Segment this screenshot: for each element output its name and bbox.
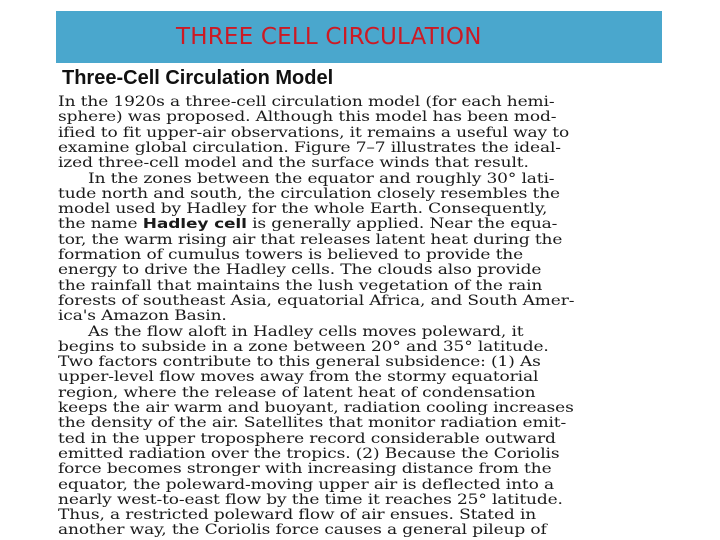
text-line: equator, the poleward-moving upper air is deflected into a	[58, 476, 555, 493]
text-line: sphere) was proposed. Although this model has been mod-	[58, 109, 557, 126]
key-term: Hadley cell	[142, 216, 247, 233]
text-line: In the 1920s a three-cell circulation model (for each hemi-	[58, 94, 555, 110]
text-line: nearly west-to-east flow by the time it reaches 25° latitude.	[58, 491, 563, 508]
text-line: formation of cumulus towers is believed to provide the	[58, 247, 524, 263]
text-line: Thus, a restricted poleward flow of air ensues. Stated in	[58, 507, 537, 524]
text-line: In the zones between the equator and roughly 30° lati-	[88, 170, 555, 187]
text-line: the density of the air. Satellites that monitor radiation emit-	[58, 415, 567, 432]
text-line: another way, the Coriolis force causes a general pileup of	[58, 522, 547, 539]
text-line: the name Hadley cell is generally applied. Near the equa-	[58, 216, 558, 233]
text-line: keeps the air warm and buoyant, radiation cooling increases	[58, 400, 574, 416]
text-line: ica's Amazon Basin.	[58, 308, 227, 325]
text-line: ized three-cell model and the surface winds that result.	[58, 155, 529, 172]
slide-title-bar	[56, 11, 662, 63]
text-line: As the flow aloft in Hadley cells moves poleward, it	[88, 323, 524, 340]
slide-title: THREE CELL CIRCULATION	[176, 24, 482, 50]
text-line: tor, the warm rising air that releases latent heat during the	[58, 231, 563, 248]
text-line: Two factors contribute to this general subsidence: (1) As	[58, 354, 541, 371]
text-line: tude north and south, the circulation closely resembles the	[58, 185, 560, 202]
text-line: model used by Hadley for the whole Earth. Consequently,	[58, 201, 548, 218]
text-line: ified to fit upper-air observations, it remains a useful way to	[58, 124, 570, 141]
text-line: ted in the upper troposphere record considerable outward	[58, 430, 556, 447]
text-line: begins to subside in a zone between 20° and 35° latitude.	[58, 338, 549, 355]
text-line: upper-level flow moves away from the stormy equatorial	[58, 369, 539, 386]
text-line: forests of southeast Asia, equatorial Africa, and South Amer-	[58, 292, 575, 309]
text-line: energy to drive the Hadley cells. The clouds also provide	[58, 262, 542, 279]
text-line: emitted radiation over the tropics. (2) Because the Coriolis	[58, 445, 560, 462]
text-line: examine global circulation. Figure 7–7 illustrates the ideal-	[58, 139, 561, 156]
scanned-textbook-page	[58, 66, 698, 540]
text-line: the rainfall that maintains the lush vegetation of the rain	[58, 277, 543, 294]
text-line: force becomes stronger with increasing distance from the	[58, 461, 552, 478]
section-heading: Three-Cell Circulation Model	[62, 67, 334, 89]
text-line: region, where the release of latent heat of condensation	[58, 384, 536, 401]
